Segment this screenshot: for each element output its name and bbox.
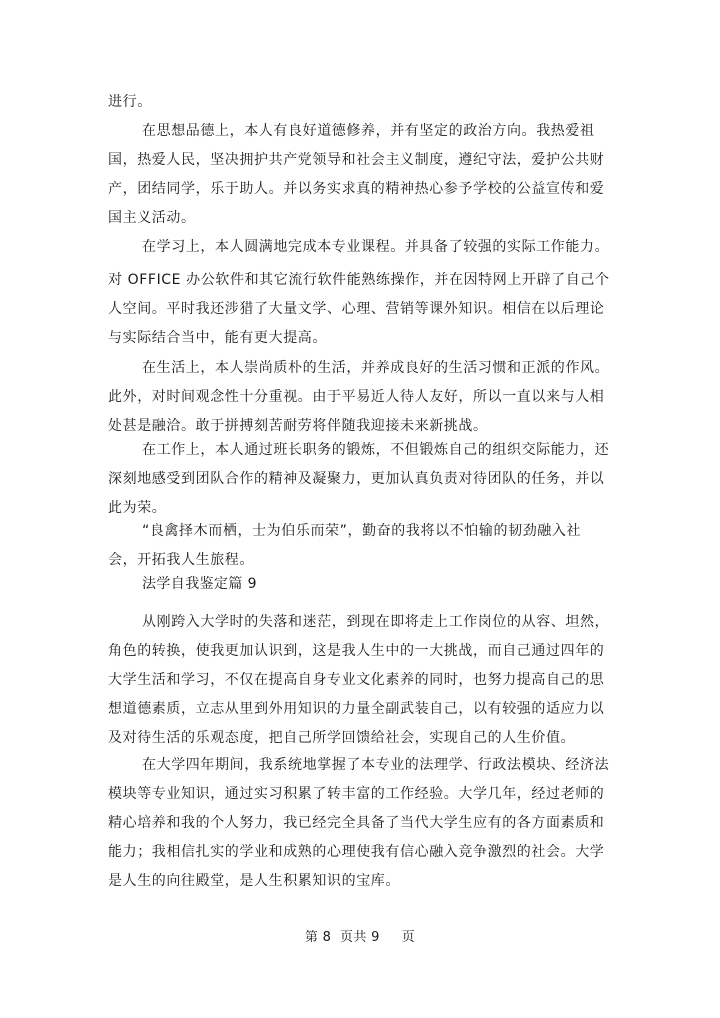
paragraph-university-years xyxy=(108,751,610,896)
text-line: “良禽择木而栖，士为伯乐而荣”，勤奋的我将以不怕输的韧劲融入社 xyxy=(142,523,582,539)
text-line: 此为荣。 xyxy=(108,500,167,516)
text-line: 产，团结同学，乐于助人。并以务实求真的精神热心参予学校的公益宣传和爱 xyxy=(108,181,605,197)
paragraph-transition xyxy=(108,608,610,753)
text-line: 想道德素质，立志从里到外用知识的力量全副武装自己，以有较强的适应力以 xyxy=(108,701,605,717)
text-line: 精心培养和我的个人努力，我已经完全具备了当代大学生应有的各方面素质和 xyxy=(108,815,605,831)
text-line: 国，热爱人民，坚决拥护共产党领导和社会主义制度，遵纪守法，爱护公共财 xyxy=(108,152,605,168)
text-line: 进行。 xyxy=(108,94,152,110)
text-line: 在学习上，本人圆满地完成本专业课程。并具备了较强的实际工作能力。 xyxy=(142,239,610,255)
page-number: 第 8 页共 9 页 xyxy=(304,930,416,945)
text-line: 此外，对时间观念性十分重视。由于平易近人待人友好，所以一直以来与人相 xyxy=(108,389,605,405)
paragraph-quote xyxy=(108,517,582,575)
text-line: 国主义活动。 xyxy=(108,210,196,226)
text-line: 深刻地感受到团队合作的精神及凝聚力，更加认真负责对待团队的任务，并以 xyxy=(108,471,605,487)
paragraph-work xyxy=(108,436,610,523)
text-line: 在大学四年期间，我系统地掌握了本专业的法理学、行政法模块、经济法 xyxy=(142,757,610,773)
text-line: 会，开拓我人生旅程。 xyxy=(108,552,254,568)
text-line: 处甚是融洽。敢于拼搏刻苦耐劳将伴随我迎接未来新挑战。 xyxy=(108,418,488,434)
text-line: 及对待生活的乐观态度，把自己所学回馈给社会，实现自己的人生价值。 xyxy=(108,730,576,746)
text-line: 能力；我相信扎实的学业和成熟的心理使我有信心融入竞争激烈的社会。大学 xyxy=(108,844,605,860)
text-line: 模块等专业知识，通过实习积累了转丰富的工作经验。大学几年，经过老师的 xyxy=(108,786,605,802)
text-line: 是人生的向往殿堂，是人生积累知识的宝库。 xyxy=(108,873,400,889)
text-line: 角色的转换，使我更加认识到，这是我人生中的一大挑战，而自己通过四年的 xyxy=(108,643,605,659)
text-line: 在思想品德上，本人有良好道德修养，并有坚定的政治方向。我热爱祖 xyxy=(142,123,595,139)
text-line: 大学生活和学习，不仅在提高自身专业文化素养的同时，也努力提高自己的思 xyxy=(108,672,605,688)
text-line: 从刚跨入大学时的失落和迷茫，到现在即将走上工作岗位的从容、坦然， xyxy=(142,614,610,630)
text-line: 与实际结合当中，能有更大提高。 xyxy=(108,330,327,346)
text-line: 在生活上，本人崇尚质朴的生活，并养成良好的生活习惯和正派的作风。 xyxy=(142,360,610,376)
paragraph-continuation xyxy=(108,88,578,117)
paragraph-moral-character xyxy=(108,117,605,233)
text-line: 对 OFFICE 办公软件和其它流行软件能熟练操作，并在因特网上开辟了自己个 xyxy=(108,272,610,288)
paragraph-life xyxy=(108,354,610,441)
page-footer xyxy=(0,928,720,948)
text-line: 在工作上，本人通过班长职务的锻炼，不但锻炼自己的组织交际能力，还 xyxy=(142,442,610,458)
paragraph-study xyxy=(108,233,610,353)
text-line: 人空间。平时我还涉猎了大量文学、心理、营销等课外知识。相信在以后理论 xyxy=(108,301,605,317)
section-heading: 法学自我鉴定篇 9 xyxy=(142,576,257,592)
